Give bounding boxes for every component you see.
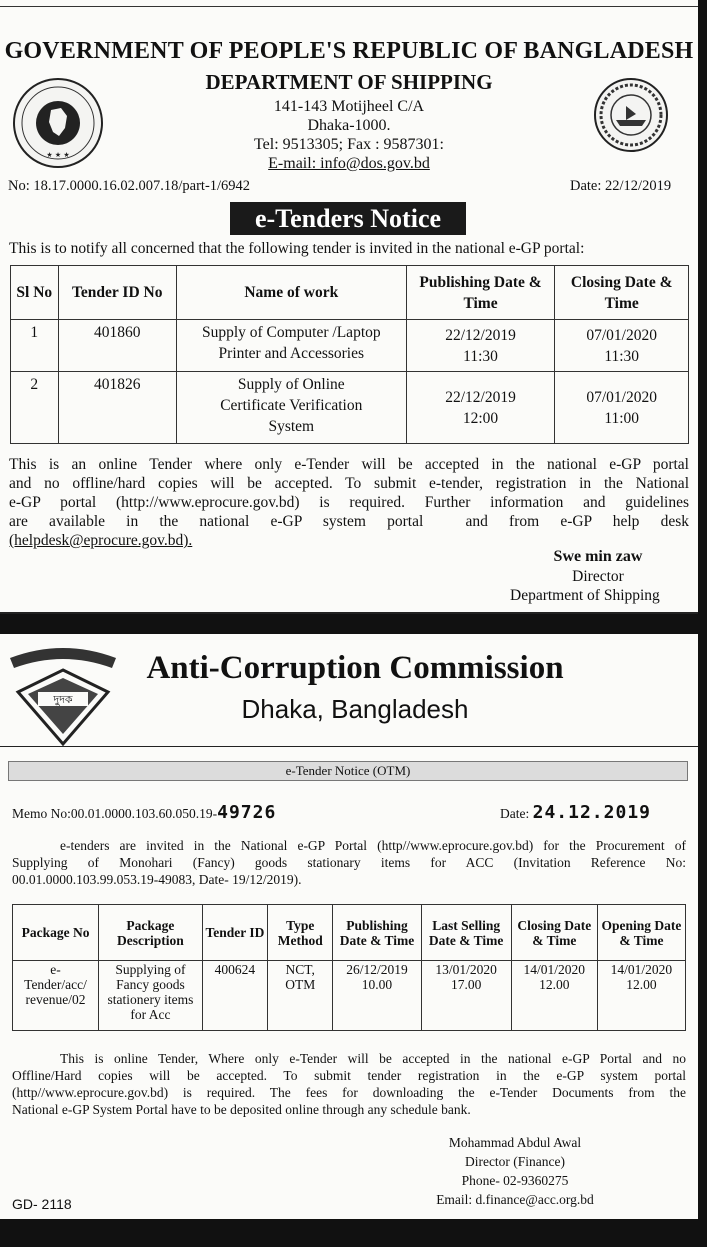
pub-time: 11:30 — [463, 347, 498, 365]
signatory-name: Mohammad Abdul Awal — [448, 1135, 582, 1150]
open-date: 14/01/2020 — [610, 962, 673, 977]
header-sl-no: Sl No — [11, 266, 59, 320]
desc-line: stationery items — [107, 992, 194, 1007]
invitation-paragraph — [12, 837, 686, 888]
sell-time: 17.00 — [450, 977, 482, 992]
method-line: NCT, — [285, 962, 315, 977]
address-line-1: 141-143 Motijheel C/A — [273, 98, 425, 115]
package-table — [12, 904, 686, 1031]
logo-text: দুদক — [53, 693, 73, 706]
terms-line: are available in the national e-GP system portal and from e-GP help desk — [9, 513, 689, 530]
cell-tender-id: 401860 — [58, 320, 176, 372]
header-closing: Closing Date & Time — [511, 905, 597, 961]
work-line: Supply of Online — [237, 376, 345, 393]
sell-date: 13/01/2020 — [435, 962, 497, 977]
table-row — [11, 320, 689, 372]
signatory-title: Director (Finance) — [464, 1154, 566, 1169]
pub-date: 22/12/2019 — [445, 388, 516, 406]
organization-name: Anti-Corruption Commission — [146, 650, 564, 686]
close-time: 11:00 — [604, 409, 640, 427]
work-line: Certificate Verification — [220, 397, 363, 414]
method-line: OTM — [285, 977, 316, 992]
close-date: 07/01/2020 — [586, 388, 657, 406]
signatory-department: Department of Shipping — [510, 587, 660, 604]
cell-work — [176, 372, 406, 444]
package-no-line: Tender/acc/ — [24, 977, 87, 992]
close-date: 07/01/2020 — [586, 326, 657, 344]
table-row — [13, 961, 686, 1031]
svg-text:★ ★ ★: ★ ★ ★ — [46, 151, 70, 159]
terms-line: e-GP portal (http://www.eprocure.gov.bd) is required. Further information and guidelines — [9, 494, 689, 511]
terms-line: This is online Tender, Where only e-Tender will be accepted in the national e-GP Portal and no — [60, 1051, 686, 1066]
email-address: E-mail: info@dos.gov.bd — [268, 155, 430, 172]
package-no-line: revenue/02 — [25, 992, 86, 1007]
terms-line: (http//www.eprocure.gov.bd) is required. The fees for downloading the e-Tender Documents from the — [12, 1085, 686, 1100]
acc-logo-icon — [4, 640, 122, 748]
terms-line: National e-GP System Portal have to be deposited online through any schedule bank. — [12, 1102, 471, 1117]
phone-fax: Tel: 9513305; Fax : 9587301: — [254, 136, 444, 153]
desc-line: for Acc — [130, 1007, 171, 1022]
table-row — [11, 372, 689, 444]
signatory-title: Director — [572, 568, 624, 585]
cell-tender-id: 401826 — [58, 372, 176, 444]
shipping-tender-notice — [0, 30, 698, 614]
invitation-line: 00.01.0000.103.99.053.19-49083, Date- 19/12/2019). — [12, 872, 302, 887]
reference-number: No: 18.17.0000.16.02.007.18/part-1/6942 — [8, 178, 251, 194]
header-type-method: Type Method — [268, 905, 333, 961]
date-prefix: Date: — [500, 806, 530, 821]
header-closing-date: Closing Date & Time — [555, 266, 689, 320]
work-line: Printer and Accessories — [218, 345, 365, 362]
cell-closing — [511, 961, 597, 1031]
close-date: 14/01/2020 — [523, 962, 586, 977]
invitation-line: Supplying of Monohari (Fancy) goods stationary items for ACC (Invitation Reference No: — [12, 855, 686, 870]
desc-line: Supplying of — [115, 962, 186, 977]
work-line: Supply of Computer /Laptop — [201, 324, 381, 341]
cell-work — [176, 320, 406, 372]
header-publishing: Publishing Date & Time — [333, 905, 421, 961]
cell-description — [99, 961, 203, 1031]
header-publishing-date: Publishing Date & Time — [406, 266, 555, 320]
cell-opening — [597, 961, 685, 1031]
cell-publishing — [333, 961, 421, 1031]
signatory-name: Swe min zaw — [553, 548, 643, 565]
desc-line: Fancy goods — [116, 977, 185, 992]
memo-prefix: Memo No:00.01.0000.103.60.050.19- — [12, 806, 218, 821]
gd-number: GD- 2118 — [12, 1196, 72, 1212]
signatory-phone: Phone- 02-9360275 — [461, 1173, 569, 1188]
open-time: 12.00 — [626, 977, 657, 992]
header-package-no: Package No — [13, 905, 99, 961]
government-heading: GOVERNMENT OF PEOPLE'S REPUBLIC OF BANGLADESH — [4, 38, 694, 64]
handwritten-date: 24.12.2019 — [532, 802, 651, 823]
intro-text: This is to notify all concerned that the following tender is invited in the national e-GP portal: — [9, 240, 585, 257]
close-time: 12.00 — [539, 977, 570, 992]
cell-pub — [406, 320, 555, 372]
memo-number — [12, 802, 276, 823]
notice-date: Date: 22/12/2019 — [570, 178, 672, 194]
shipping-dept-emblem-icon — [594, 78, 668, 152]
pub-time: 10.00 — [361, 977, 393, 992]
signatory-email: Email: d.finance@acc.org.bd — [436, 1192, 594, 1207]
header-package-description: Package Description — [99, 905, 203, 961]
header-tender-id: Tender ID No — [58, 266, 176, 320]
terms-line: and no offline/hard copies will be accepted. To submit e-tender, registration in the National — [9, 475, 689, 492]
cell-package-no — [13, 961, 99, 1031]
terms-paragraph — [12, 1050, 686, 1118]
cell-method — [268, 961, 333, 1031]
close-time: 11:30 — [604, 347, 640, 365]
previous-notice-edge — [0, 0, 698, 31]
pub-time: 12:00 — [462, 409, 499, 427]
pub-date: 22/12/2019 — [445, 326, 516, 344]
cell-tender-id: 400624 — [202, 961, 267, 1031]
header-last-selling: Last Selling Date & Time — [421, 905, 511, 961]
terms-line: Offline/Hard copies will be accepted. To submit tender registration in the e-GP system portal — [12, 1068, 686, 1083]
header-tender-id: Tender ID — [202, 905, 267, 961]
package-no-line: e- — [50, 962, 61, 977]
cell-sl: 2 — [11, 372, 59, 444]
organization-location: Dhaka, Bangladesh — [241, 694, 469, 724]
divider — [0, 746, 698, 747]
memo-handwritten-number: 49726 — [217, 802, 277, 823]
notice-title: e-Tenders Notice — [230, 202, 466, 235]
tender-table — [10, 265, 689, 444]
header-opening: Opening Date & Time — [597, 905, 685, 961]
cell-close — [555, 320, 689, 372]
helpdesk-email: (helpdesk@eprocure.gov.bd). — [9, 532, 193, 549]
terms-paragraph — [9, 455, 689, 550]
cell-last-selling — [421, 961, 511, 1031]
terms-line: This is an online Tender where only e-Tender will be accepted in the national e-GP portal — [9, 456, 689, 473]
acc-tender-notice — [0, 634, 698, 1219]
invitation-line: e-tenders are invited in the National e-GP Portal (http//www.eprocure.gov.bd) for the Procurement of — [60, 838, 686, 853]
pub-date: 26/12/2019 — [346, 962, 408, 977]
cell-pub — [406, 372, 555, 444]
memo-date — [500, 802, 651, 823]
department-name: DEPARTMENT OF SHIPPING — [205, 70, 493, 94]
cell-sl: 1 — [11, 320, 59, 372]
header-name-of-work: Name of work — [176, 266, 406, 320]
cell-close — [555, 372, 689, 444]
address-line-2: Dhaka-1000. — [307, 117, 391, 134]
work-line: System — [268, 418, 315, 435]
otm-banner: e-Tender Notice (OTM) — [8, 761, 688, 781]
